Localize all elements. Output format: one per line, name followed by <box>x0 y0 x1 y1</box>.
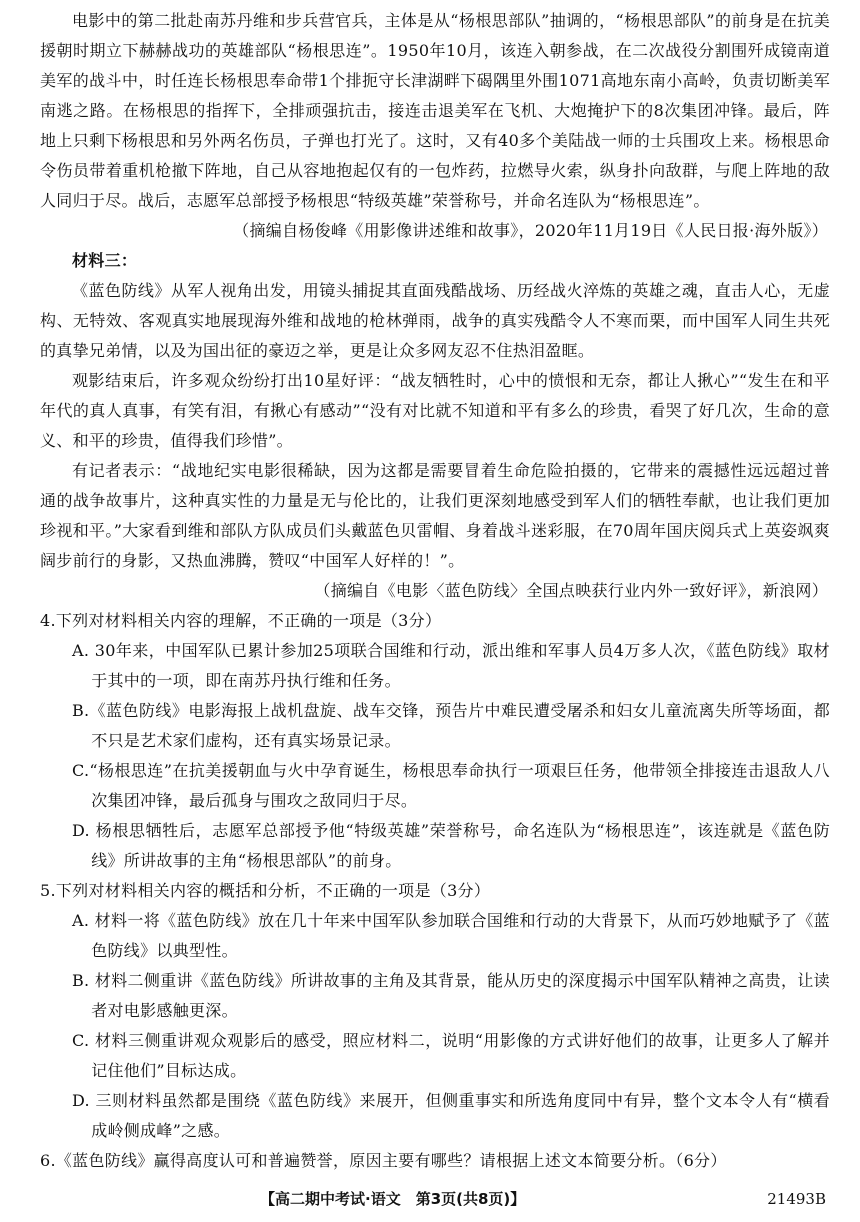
question-4-option-c: C.“杨根思连”在抗美援朝血与火中孕育诞生，杨根思奉命执行一项艰巨任务，他带领全排接连击退敌人八次集团冲锋，最后孤身与围攻之敌同归于尽。 <box>72 761 830 810</box>
question-5-option-d: D. 三则材料虽然都是围绕《蓝色防线》来展开，但侧重事实和所选角度同中有异，整个文本令人有“横看成岭侧成峰”之感。 <box>72 1091 830 1140</box>
material3-source: （摘编自《电影〈蓝色防线〉全国点映获行业内外一致好评》，新浪网） <box>314 581 828 600</box>
footer-page-info: 【高二期中考试·语文 第3页(共8页)】 <box>260 1190 526 1208</box>
question-5-option-b: B. 材料二侧重讲《蓝色防线》所讲故事的主角及其背景，能从历史的深度揭示中国军队精神之高贵，让读者对电影感触更深。 <box>72 971 830 1020</box>
material3-paragraph-3: 有记者表示：“战地纪实电影很稀缺，因为这都是需要冒着生命危险拍摄的，它带来的震撼性远远超过普通的战争故事片，这种真实性的力量是无与伦比的，让我们更深刻地感受到军人们的牺牲奉献，也让我们更加珍视和平。”大家看到维和部队方队成员们头戴蓝色贝雷帽、身着战斗迷彩服，在70周年国庆阅兵式上英姿飒爽阔步前行的身影，又热血沸腾，赞叹“中国军人好样的！”。 <box>40 461 830 570</box>
question-4-option-b: B.《蓝色防线》电影海报上战机盘旋、战车交锋，预告片中难民遭受屠杀和妇女儿童流离失所等场面，都不只是艺术家们虚构，还有真实场景记录。 <box>72 701 830 750</box>
question-4-option-a: A. 30年来，中国军队已累计参加25项联合国维和行动，派出维和军事人员4万多人次，《蓝色防线》取材于其中的一项，即在南苏丹执行维和任务。 <box>72 641 830 690</box>
question-4-stem: 4.下列对材料相关内容的理解，不正确的一项是（3分） <box>40 611 442 630</box>
footer-exam-code: 21493B <box>767 1190 826 1208</box>
material3-heading: 材料三： <box>72 251 138 270</box>
material2-source: （摘编自杨俊峰《用影像讲述维和故事》，2020年11月19日《人民日报·海外版》） <box>233 221 828 240</box>
exam-page <box>40 6 830 1176</box>
question-5-option-a: A. 材料一将《蓝色防线》放在几十年来中国军队参加联合国维和行动的大背景下，从而巧妙地赋予了《蓝色防线》以典型性。 <box>72 911 830 960</box>
material3-paragraph-1: 《蓝色防线》从军人视角出发，用镜头捕捉其直面残酷战场、历经战火淬炼的英雄之魂，直击人心，无虚构、无特效、客观真实地展现海外维和战地的枪林弹雨，战争的真实残酷令人不寒而栗，而中国军人同生共死的真挚兄弟情，以及为国出征的豪迈之举，更是让众多网友忍不住热泪盈眶。 <box>40 281 830 360</box>
question-4-option-d: D. 杨根思牺牲后，志愿军总部授予他“特级英雄”荣誉称号，命名连队为“杨根思连”，该连就是《蓝色防线》所讲故事的主角“杨根思部队”的前身。 <box>72 821 830 870</box>
question-5-stem: 5.下列对材料相关内容的概括和分析，不正确的一项是（3分） <box>40 881 491 900</box>
material3-paragraph-2: 观影结束后，许多观众纷纷打出10星好评：“战友牺牲时，心中的愤恨和无奈，都让人揪心”“发生在和平年代的真人真事，有笑有泪，有揪心有感动”“没有对比就不知道和平有多么的珍贵，看哭了好几次，生命的意义、和平的珍贵，值得我们珍惜”。 <box>40 371 830 450</box>
material2-paragraph: 电影中的第二批赴南苏丹维和步兵营官兵，主体是从“杨根思部队”抽调的，“杨根思部队”的前身是在抗美援朝时期立下赫赫战功的英雄部队“杨根思连”。1950年10月，该连入朝参战，在二次战役分割围歼成镜南道美军的战斗中，时任连长杨根思奉命带1个排扼守长津湖畔下碣隅里外围1071高地东南小高岭，负责切断美军南逃之路。在杨根思的指挥下，全排顽强抗击，接连击退美军在飞机、大炮掩护下的8次集团冲锋。最后，阵地上只剩下杨根思和另外两名伤员，子弹也打光了。这时，又有40多个美陆战一师的士兵围攻上来。杨根思命令伤员带着重机枪撤下阵地，自己从容地抱起仅有的一包炸药，拉燃导火索，纵身扑向敌群，与爬上阵地的敌人同归于尽。战后，志愿军总部授予杨根思“特级英雄”荣誉称号，并命名连队为“杨根思连”。 <box>40 11 830 210</box>
question-6-stem: 6.《蓝色防线》赢得高度认可和普遍赞誉，原因主要有哪些？请根据上述文本简要分析。（6分） <box>40 1151 727 1170</box>
page-footer <box>0 1184 860 1214</box>
question-5-option-c: C. 材料三侧重讲观众观影后的感受，照应材料二，说明“用影像的方式讲好他们的故事，让更多人了解并记住他们”目标达成。 <box>72 1031 830 1080</box>
